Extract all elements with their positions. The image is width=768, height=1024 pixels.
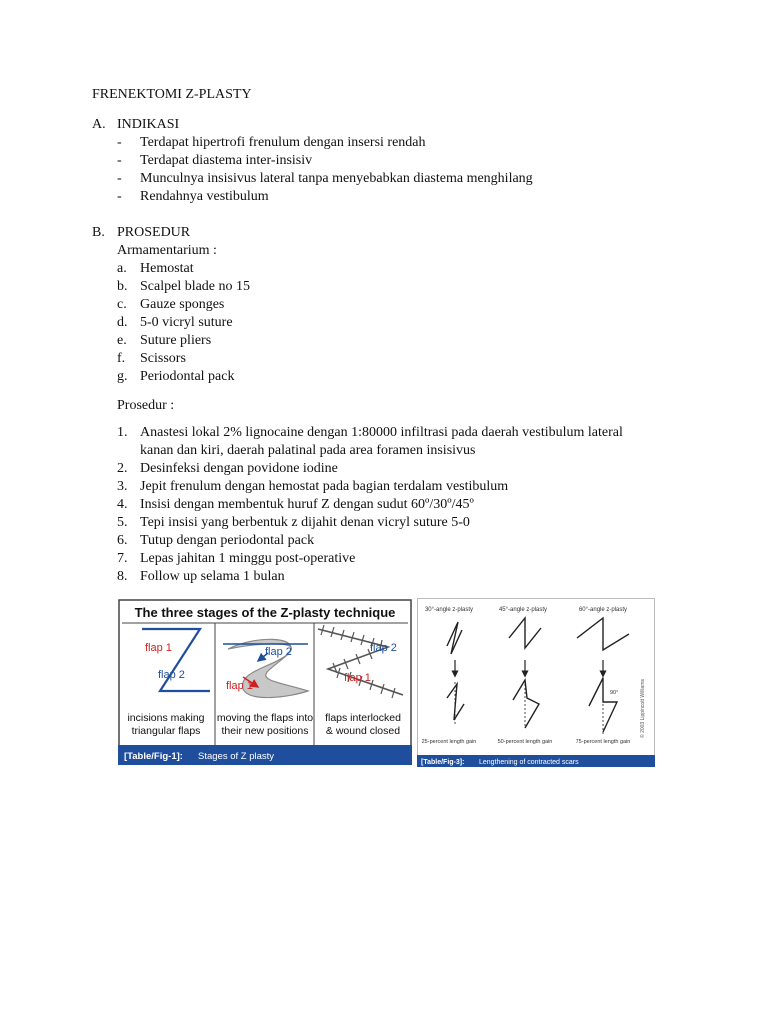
step-text: Desinfeksi dengan povidone iodine	[140, 461, 338, 476]
step-text: Insisi dengan membentuk huruf Z dengan sudut 60º/30º/45º	[140, 497, 474, 512]
step-marker: 7.	[117, 551, 128, 566]
panel2-flap2-label: flap 2	[265, 646, 292, 658]
figure-z-plasty-stages	[118, 599, 412, 765]
panel2-caption-line2: their new positions	[221, 725, 309, 737]
armamentarium-label: Armamentarium :	[117, 243, 217, 258]
figure2-caption-tag: [Table/Fig-3]:	[421, 759, 465, 766]
step-marker: 3.	[117, 479, 128, 494]
panel1-flap2-label: flap 2	[158, 669, 185, 681]
section-b-heading: PROSEDUR	[117, 225, 191, 240]
panel1-caption-line2: triangular flaps	[131, 725, 201, 737]
step-marker: 6.	[117, 533, 128, 548]
col1-angle-label: 30°-angle z-plasty	[424, 607, 474, 613]
armamentarium-marker: c.	[117, 297, 127, 312]
section-a-heading: INDIKASI	[117, 117, 180, 132]
indikasi-marker: -	[117, 189, 122, 204]
panel3-flap2-label: flap 2	[370, 642, 397, 654]
indikasi-item: Terdapat diastema inter-insisiv	[140, 153, 313, 168]
armamentarium-marker: a.	[117, 261, 127, 276]
armamentarium-marker: g.	[117, 369, 128, 384]
figure-z-plasty-angles	[417, 598, 655, 767]
armamentarium-item: Suture pliers	[140, 333, 212, 348]
panel2-caption-line1: moving the flaps into	[216, 712, 314, 724]
col3-gain-label: 75-percent length gain	[575, 739, 631, 745]
figure1-title: The three stages of the Z-plasty technique	[134, 605, 396, 620]
panel3-flap1-label: flap 1	[344, 672, 371, 684]
armamentarium-marker: f.	[117, 351, 126, 366]
figure1-caption-tag: [Table/Fig-1]:	[124, 751, 183, 762]
panel2-flap1-label: flap 1	[226, 680, 253, 692]
prosedur-label: Prosedur :	[117, 398, 175, 413]
figure1-caption-text: Stages of Z plasty	[198, 751, 275, 762]
section-a-marker: A.	[92, 117, 106, 132]
step-text: Jepit frenulum dengan hemostat pada bagian terdalam vestibulum	[140, 479, 509, 494]
armamentarium-item: Hemostat	[140, 261, 194, 276]
indikasi-marker: -	[117, 171, 122, 186]
panel1-flap1-label: flap 1	[145, 642, 172, 654]
indikasi-marker: -	[117, 153, 122, 168]
armamentarium-marker: d.	[117, 315, 128, 330]
armamentarium-item: Scalpel blade no 15	[140, 279, 251, 294]
indikasi-marker: -	[117, 135, 122, 150]
panel1-caption-line1: incisions making	[127, 712, 205, 724]
step-text: Tepi insisi yang berbentuk z dijahit denan vicryl suture 5-0	[140, 515, 470, 530]
figure-z-plasty-angles-drawing	[417, 598, 655, 767]
indikasi-item: Rendahnya vestibulum	[140, 189, 269, 204]
step-text-continued: kanan dan kiri, daerah palatinal pada area foramen insisivus	[140, 443, 476, 458]
step-text: Follow up selama 1 bulan	[140, 569, 285, 584]
step-marker: 8.	[117, 569, 128, 584]
figure-z-plasty-stages-drawing	[118, 599, 412, 765]
step-marker: 2.	[117, 461, 128, 476]
step-text: Lepas jahitan 1 minggu post-operative	[140, 551, 356, 566]
armamentarium-marker: b.	[117, 279, 128, 294]
panel3-caption-line2: & wound closed	[325, 725, 401, 737]
page-title: FRENEKTOMI Z-PLASTY	[92, 87, 252, 102]
figure2-side-credit: © 2003 Lippincott Williams	[640, 679, 646, 738]
indikasi-item: Munculnya insisivus lateral tanpa menyebabkan diastema menghilang	[140, 171, 533, 186]
panel3-caption-line1: flaps interlocked	[325, 712, 401, 724]
col2-gain-label: 50-percent length gain	[497, 739, 553, 745]
step-text: Anastesi lokal 2% lignocaine dengan 1:80000 infiltrasi pada daerah vestibulum lateral	[140, 425, 623, 440]
armamentarium-item: Scissors	[140, 351, 186, 366]
armamentarium-item: 5-0 vicryl suture	[140, 315, 233, 330]
indikasi-item: Terdapat hipertrofi frenulum dengan insersi rendah	[140, 135, 426, 150]
armamentarium-marker: e.	[117, 333, 127, 348]
step-text: Tutup dengan periodontal pack	[140, 533, 315, 548]
col3-angle-label: 60°-angle z-plasty	[578, 607, 628, 613]
figure2-caption-text: Lengthening of contracted scars	[479, 759, 579, 766]
step-marker: 1.	[117, 425, 128, 440]
step-marker: 5.	[117, 515, 128, 530]
col1-gain-label: 25-percent length gain	[421, 739, 477, 745]
armamentarium-item: Gauze sponges	[140, 297, 225, 312]
section-b-marker: B.	[92, 225, 105, 240]
step-marker: 4.	[117, 497, 128, 512]
armamentarium-item: Periodontal pack	[140, 369, 235, 384]
right-angle-label: 90°	[610, 690, 619, 696]
col2-angle-label: 45°-angle z-plasty	[498, 607, 548, 613]
